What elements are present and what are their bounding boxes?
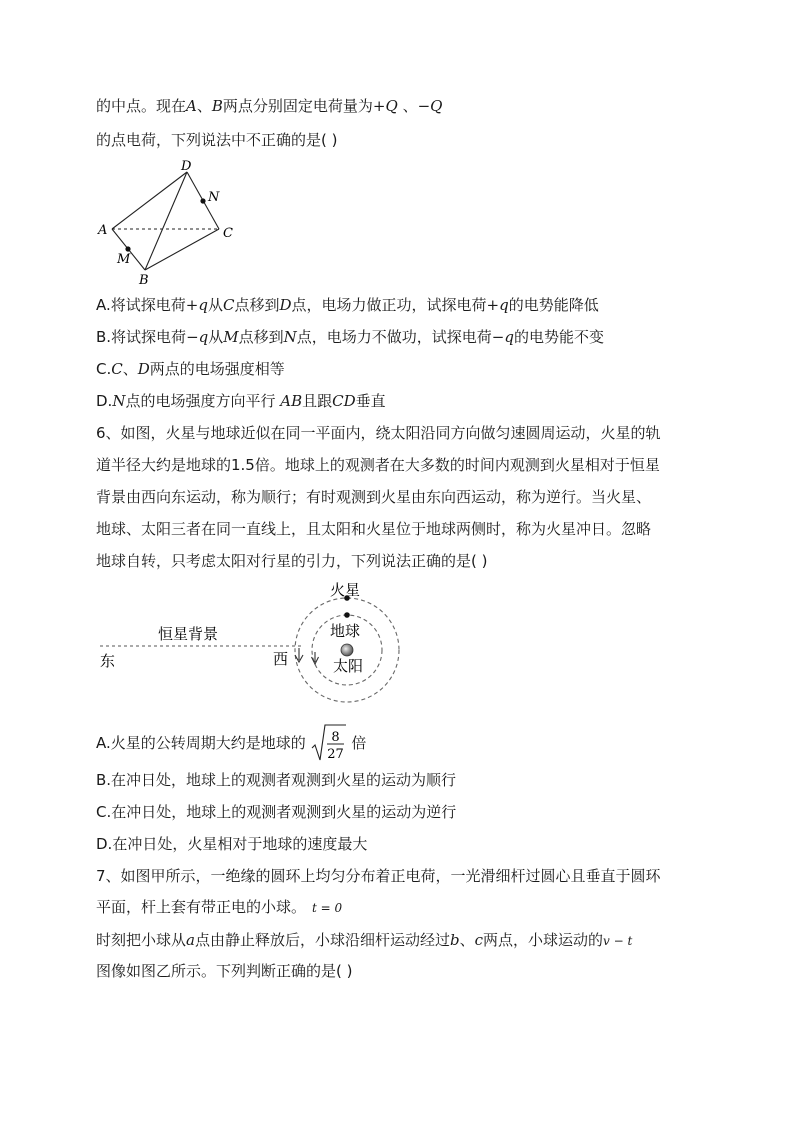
q6-stem-line-4: 地球、太阳三者在同一直线上，且太阳和火星位于地球两侧时，称为火星冲日。忽略 [96, 520, 652, 538]
text: 、 [397, 97, 418, 115]
fraction-numerator: 8 [330, 730, 340, 745]
sqrt-fraction [311, 722, 347, 764]
label-n: N [208, 190, 220, 205]
point-b: B [211, 97, 223, 115]
charge-plus-q: +Q [372, 97, 398, 115]
q7-stem-line-2: 平面，杆上套有带正电的小球。 t = 0 [96, 898, 343, 916]
text: 、 [196, 97, 212, 115]
q5-option-c: C.C、D两点的电场强度相等 [96, 360, 285, 378]
label-east: 东 [100, 652, 116, 670]
q7-stem-line-1: 7、如图甲所示，一绝缘的圆环上均匀分布着正电荷，一光滑细杆过圆心且垂直于圆环 [96, 867, 661, 885]
sun-ball [341, 644, 353, 656]
q6-option-c: C.在冲日处，地球上的观测者观测到火星的运动为逆行 [96, 803, 457, 821]
charge-minus-q: −Q [417, 97, 443, 115]
label-m: M [117, 252, 131, 267]
q5-option-d: D.N点的电场强度方向平行 AB且跟CD垂直 [96, 392, 386, 410]
q6-stem-line-3: 背景由西向东运动，称为顺行；有时观测到火星由东向西运动，称为逆行。当火星、 [96, 488, 652, 506]
text: 的中点。现在 [96, 97, 187, 115]
label-mars: 火星 [330, 581, 361, 599]
point-a: A [186, 97, 197, 115]
q6-option-d: D.在冲日处，火星相对于地球的速度最大 [96, 835, 368, 853]
orbit-arrow-outer [295, 648, 303, 662]
edge-ad [112, 172, 187, 229]
earth-dot [344, 612, 350, 618]
tetrahedron-figure [92, 160, 242, 285]
q6-option-b: B.在冲日处，地球上的观测者观测到火星的运动为顺行 [96, 771, 457, 789]
q6-option-a: A.火星的公转周期大约是地球的 8 27 倍 [96, 722, 366, 764]
sqrt-expression [311, 722, 347, 764]
label-earth: 地球 [330, 622, 361, 640]
q5-stem-line-2: 的点电荷，下列说法中不正确的是( ) [96, 131, 338, 149]
q7-stem-line-4: 图像如图乙所示。下列判断正确的是( ) [96, 962, 353, 980]
t-zero: t = 0 [312, 901, 343, 915]
label-star-background: 恒星背景 [158, 625, 219, 643]
q5-stem-line-1 [96, 96, 442, 116]
q6-stem-line-5: 地球自转，只考虑太阳对行星的引力，下列说法正确的是( ) [96, 552, 488, 570]
label-b: B [139, 273, 149, 285]
q5-option-b: B.将试探电荷−q从M点移到N点，电场力不做功，试探电荷−q的电势能不变 [96, 328, 604, 346]
edge-db [145, 172, 187, 270]
q6-stem-line-1: 6、如图，火星与地球近似在同一平面内，绕太阳沿同方向做匀速圆周运动，火星的轨 [96, 424, 661, 442]
edge-cb [145, 229, 219, 270]
v-t-label: v − t [603, 934, 633, 948]
text: 两点分别固定电荷量为 [222, 97, 373, 115]
fraction-denominator: 27 [326, 747, 344, 762]
q6-stem-line-2: 道半径大约是地球的1.5倍。地球上的观测者在大多数的时间内观测到火星相对于恒星 [96, 456, 660, 474]
q7-stem-line-3: 时刻把小球从a点由静止释放后，小球沿细杆运动经过b、c两点，小球运动的v − t [96, 931, 633, 949]
point-n-dot [200, 198, 205, 203]
q5-option-a: A.将试探电荷+q从C点移到D点，电场力做正功，试探电荷+q的电势能降低 [96, 296, 599, 314]
label-sun: 太阳 [333, 657, 364, 675]
label-west: 西 [273, 650, 289, 668]
label-a: A [98, 223, 108, 238]
label-d: D [181, 160, 192, 174]
orbit-figure [96, 578, 406, 708]
point-m-dot [125, 246, 130, 251]
label-c: C [223, 226, 233, 241]
